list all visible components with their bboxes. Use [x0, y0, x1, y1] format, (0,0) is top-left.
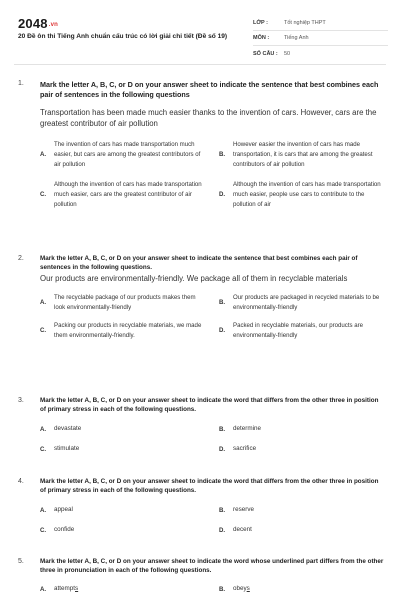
question-number: 4. [18, 478, 24, 485]
question-stem: Our products are environmentally-friendly. We package all of them in recyclable materials [40, 273, 348, 283]
option-d[interactable] [219, 321, 384, 341]
option-a[interactable] [40, 580, 205, 600]
option-c[interactable] [40, 440, 205, 460]
question-number: 2. [18, 255, 24, 262]
option-text: Although the invention of cars has made transportation much easier, cars are the greatest contributor of air pollution [54, 181, 202, 209]
option-letter: A. [40, 425, 47, 433]
meta-value: 50 [284, 50, 291, 57]
option-letter: B. [219, 506, 226, 514]
option-letter: A. [40, 585, 47, 593]
question-instruction: Mark the letter A, B, C, or D on your answer sheet to indicate the sentence that best combines each pair of sentences in the following questions. [40, 255, 358, 271]
option-letter: C. [40, 526, 47, 534]
option-text: reserve [233, 506, 254, 514]
question-5 [18, 558, 384, 600]
question-1 [18, 80, 384, 210]
meta-row-subject [253, 31, 388, 46]
question-header [18, 397, 384, 415]
question-instruction: Mark the letter A, B, C, or D on your answer sheet to indicate the word whose underlined part differs from the other three in pronunciation in each of the following questions. [40, 558, 384, 574]
option-b[interactable] [219, 580, 384, 600]
option-letter: C. [40, 445, 47, 453]
options-grid [40, 420, 384, 460]
option-letter: B. [219, 425, 226, 433]
question-instruction: Mark the letter A, B, C, or D on your answer sheet to indicate the word that differs from the other three in position of primary stress in each of the following questions. [40, 397, 379, 413]
option-b[interactable] [219, 420, 384, 440]
question-header [18, 558, 384, 576]
option-text: determine [233, 425, 262, 433]
option-d[interactable] [219, 440, 384, 460]
option-text: sacrifice [233, 445, 257, 453]
word-stem: attempt [54, 585, 75, 593]
option-a[interactable] [40, 420, 205, 440]
underlined-part: s [246, 585, 250, 593]
option-d[interactable] [219, 180, 384, 210]
options-grid [40, 293, 384, 341]
question-header [18, 478, 384, 496]
document-header [0, 0, 400, 62]
option-letter: A. [40, 151, 47, 159]
option-c[interactable] [40, 321, 205, 341]
option-letter: B. [219, 298, 226, 306]
question-number: 3. [18, 397, 24, 404]
meta-key: SỐ CÂU : [253, 50, 278, 57]
option-b[interactable] [219, 293, 384, 313]
option-letter: B. [219, 585, 226, 593]
option-letter: C. [40, 191, 47, 199]
document-title: 20 Đề ôn thi Tiếng Anh chuẩn cấu trúc có lời giải chi tiết (Đề số 19) [18, 33, 228, 40]
meta-row-count [253, 46, 388, 61]
option-letter: D. [219, 526, 226, 534]
site-logo[interactable] [18, 16, 58, 31]
option-a[interactable] [40, 501, 205, 521]
meta-value: Tốt nghiệp THPT [284, 20, 326, 26]
option-text: Packing our products in recyclable materials, we made them environmentally-friendly. [54, 321, 202, 339]
word-stem: obey [233, 585, 247, 593]
option-letter: D. [219, 326, 226, 334]
option-text [54, 584, 205, 594]
question-2 [18, 255, 384, 341]
meta-key: LỚP : [253, 20, 268, 26]
option-text: devastate [54, 425, 82, 433]
question-instruction: Mark the letter A, B, C, or D on your answer sheet to indicate the word that differs from the other three in position of primary stress in each of the following questions. [40, 478, 379, 494]
option-text: Our products are packaged in recycled materials to be environmentally-friendly [233, 293, 380, 311]
option-a[interactable] [40, 140, 205, 170]
option-text: decent [233, 526, 252, 534]
logo-suffix: .vn [48, 21, 59, 28]
option-b[interactable] [219, 140, 384, 170]
option-text: stimulate [54, 445, 80, 453]
question-3 [18, 397, 384, 460]
underlined-part: s [75, 585, 79, 593]
option-letter: C. [40, 326, 47, 334]
option-letter: B. [219, 151, 226, 159]
question-header [18, 80, 384, 100]
option-c[interactable] [40, 180, 205, 210]
document-meta-table [253, 16, 388, 61]
options-grid [40, 501, 384, 541]
question-number: 5. [18, 558, 24, 565]
question-instruction: Mark the letter A, B, C, or D on your answer sheet to indicate the sentence that best combines each pair of sentences in the following questions [40, 80, 379, 100]
option-letter: D. [219, 191, 226, 199]
options-grid [40, 580, 384, 600]
option-text [233, 584, 384, 594]
option-text: The recyclable package of our products makes them look environmentally-friendly [54, 293, 196, 311]
option-d[interactable] [219, 521, 384, 541]
option-text: confide [54, 526, 75, 534]
header-divider [14, 64, 386, 65]
question-stem: Transportation has been made much easier thanks to the invention of cars. However, cars are the greatest contributor of air pollution [40, 108, 377, 129]
option-b[interactable] [219, 501, 384, 521]
option-text: The invention of cars has made transportation much easier, but cars are among the greatest contributors of air pollution [54, 140, 201, 169]
meta-row-class [253, 16, 388, 31]
option-text: appeal [54, 506, 73, 514]
option-letter: D. [219, 445, 226, 453]
question-number: 1. [18, 80, 24, 87]
option-letter: A. [40, 298, 47, 306]
meta-value: Tiếng Anh [284, 35, 309, 41]
option-text: Although the invention of cars has made transportation much easier, people use cars to contribute to the pollution of air [233, 181, 381, 209]
option-text: However easier the invention of cars has made transportation, it is cars that are among the greatest contributors of air pollution [233, 140, 373, 169]
meta-key: MÔN : [253, 35, 270, 41]
option-text: Packed in recyclable materials, our products are environmentally-friendly [233, 321, 364, 339]
logo-text: 2048 [18, 16, 48, 31]
question-4 [18, 478, 384, 541]
question-header [18, 255, 384, 273]
option-a[interactable] [40, 293, 205, 313]
option-letter: A. [40, 506, 47, 514]
option-c[interactable] [40, 521, 205, 541]
options-grid [40, 140, 384, 210]
